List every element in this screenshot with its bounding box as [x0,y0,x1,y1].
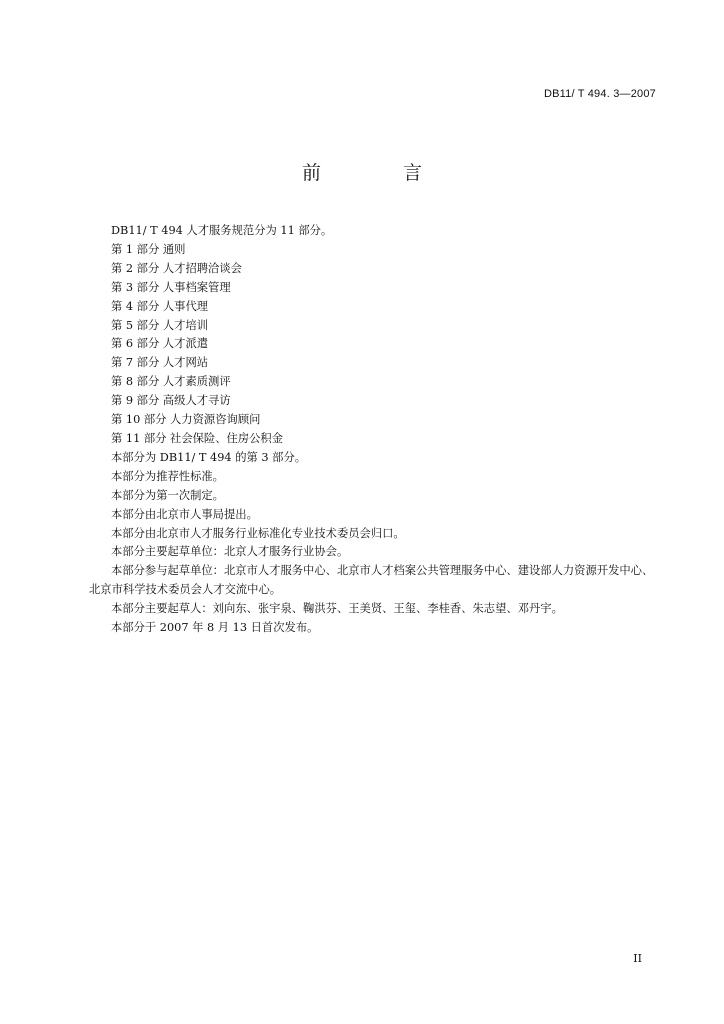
list-item-part-10: 第 10 部分 人力资源咨询顾问 [111,413,261,427]
list-item-part-3: 第 3 部分 人事档案管理 [111,280,231,294]
list-item-part-7: 第 7 部分 人才网站 [111,356,209,370]
list-item-part-8: 第 8 部分 人才素质测评 [111,375,231,389]
list-item-part-5: 第 5 部分 人才培训 [111,318,209,332]
paragraph-proposer: 本部分由北京市人事局提出。 [111,507,258,521]
list-item-part-1: 第 1 部分 通则 [111,242,186,256]
list-item-part-11: 第 11 部分 社会保险、住房公积金 [111,431,284,445]
paragraph-parts-overview: DB11/ T 494 人才服务规范分为 11 部分。 [111,224,333,237]
paragraph-release-date: 本部分于 2007 年 8 月 13 日首次发布。 [111,621,319,635]
paragraph-centralized-by: 本部分由北京市人才服务行业标准化专业技术委员会归口。 [111,526,405,540]
paragraph-this-part: 本部分为 DB11/ T 494 的第 3 部分。 [111,450,307,464]
page-number: II [633,952,642,965]
foreword-body [89,222,661,638]
paragraph-recommended-standard: 本部分为推荐性标准。 [111,469,224,483]
page-title: 前 言 [301,162,461,184]
list-item-part-2: 第 2 部分 人才招聘洽谈会 [111,261,242,275]
list-item-part-9: 第 9 部分 高级人才寻访 [111,394,231,408]
paragraph-main-drafters: 本部分主要起草人：刘向东、张宇泉、鞠洪芬、王美贤、王玺、李桂香、朱志望、邓丹宇。 [111,602,563,616]
list-item-part-6: 第 6 部分 人才派遣 [111,337,209,351]
list-item-part-4: 第 4 部分 人事代理 [111,299,209,313]
paragraph-participating-units: 本部分参与起草单位：北京市人才服务中心、北京市人才档案公共管理服务中心、建设部人力资源开发中心、北京市科学技术委员会人才交流中心。 [89,564,654,597]
paragraph-first-edition: 本部分为第一次制定。 [111,488,224,502]
document-code-header: DB11/ T 494. 3—2007 [543,88,656,100]
paragraph-main-drafting-unit: 本部分主要起草单位：北京人才服务行业协会。 [111,545,349,559]
